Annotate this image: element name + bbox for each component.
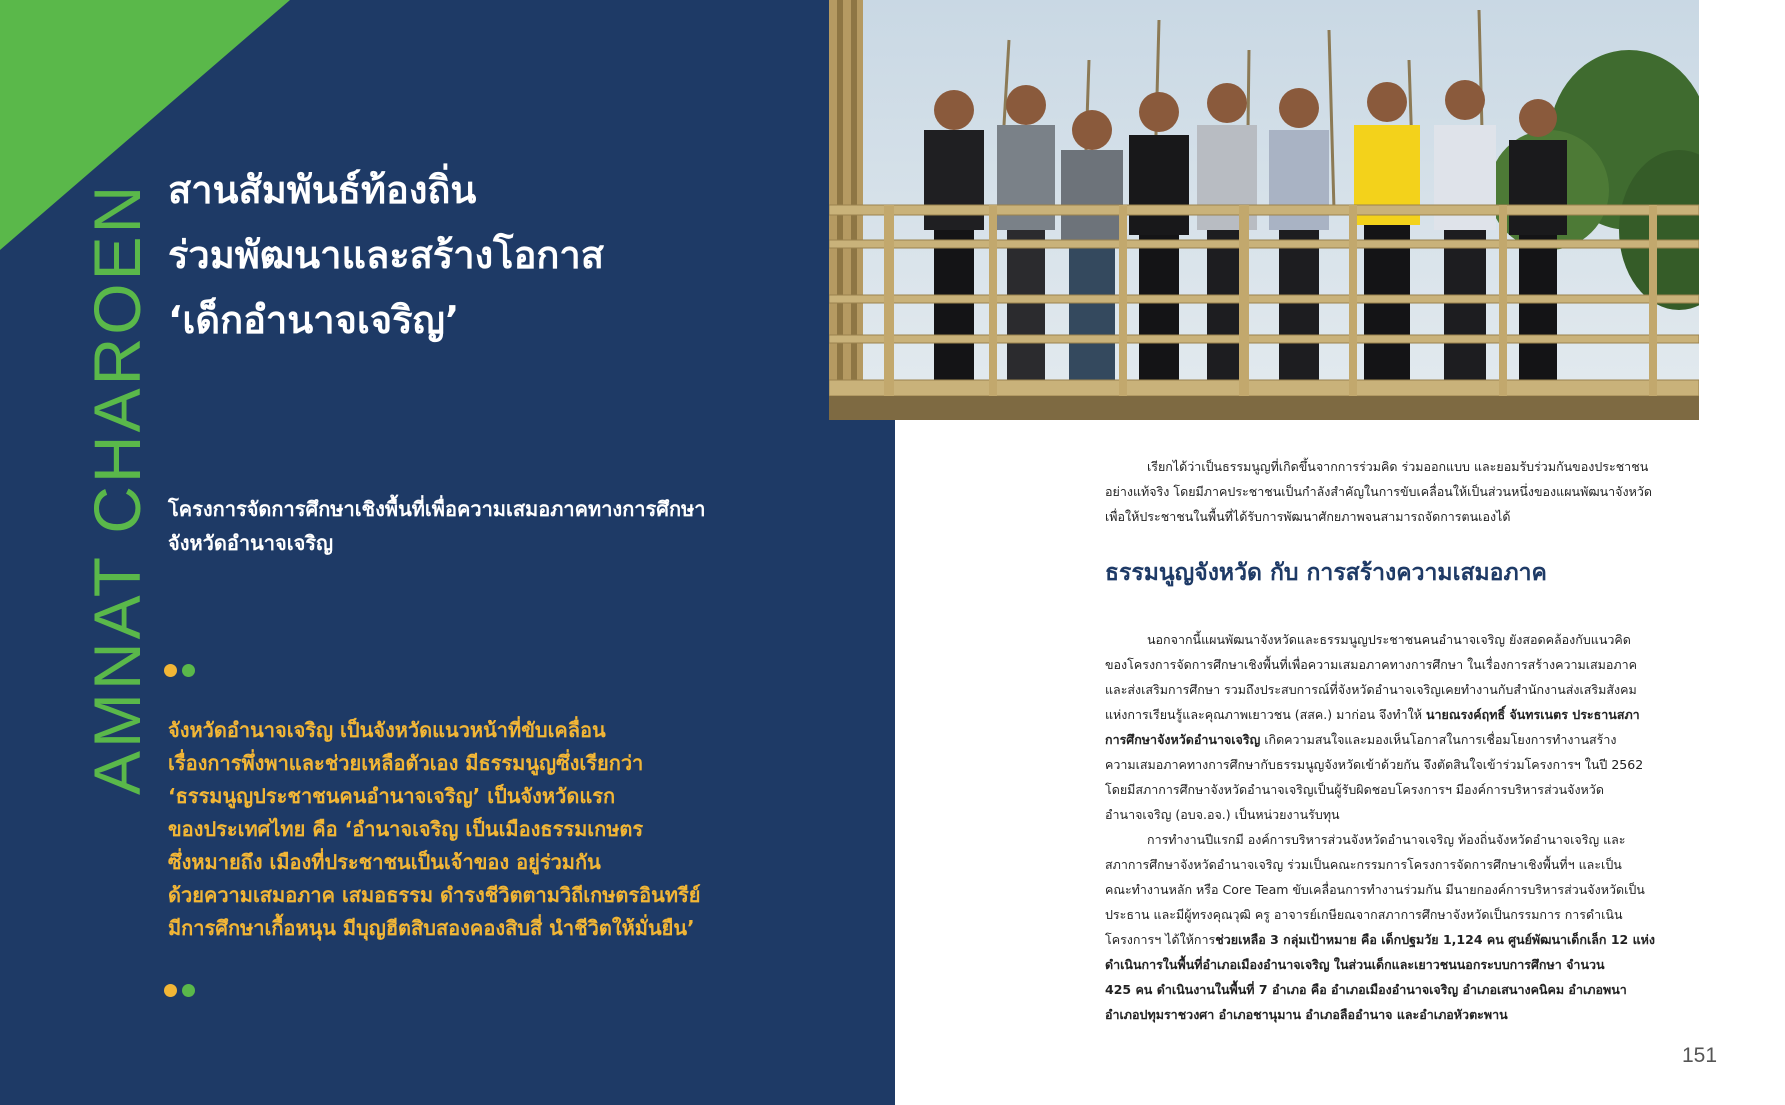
pull-quote <box>168 714 868 945</box>
vertical-province-name: AMNAT CHAROEN <box>80 182 154 795</box>
body-paragraph-1 <box>1105 627 1700 827</box>
text-line: และส่งเสริมการศึกษา รวมถึงประสบการณ์ที่จังหวัดอำนาจเจริญเคยทำงานกับสำนักงานส่งเสริมสังคม <box>1105 682 1637 697</box>
yellow-dot <box>164 984 177 997</box>
green-dot <box>182 664 195 677</box>
bold-title: การศึกษาจังหวัดอำนาจเจริญ <box>1105 732 1261 747</box>
text-line: เพื่อให้ประชาชนในพื้นที่ได้รับการพัฒนาศักยภาพจนสามารถจัดการตนเองได้ <box>1105 509 1511 524</box>
quote-line: เรื่องการพึ่งพาและช่วยเหลือตัวเอง มีธรรมนูญซึ่งเรียกว่า <box>168 751 644 775</box>
article-body <box>1105 454 1700 1027</box>
intro-paragraph <box>1105 454 1700 529</box>
group-photo-illustration <box>829 0 1699 420</box>
text-line: 425 คน ดำเนินงานในพื้นที่ 7 อำเภอ คือ อำเภอเมืองอำนาจเจริญ อำเภอเสนางคนิคม อำเภอพนา <box>1105 982 1627 997</box>
quote-line: จังหวัดอำนาจเจริญ เป็นจังหวัดแนวหน้าที่ขับเคลื่อน <box>168 718 606 742</box>
body-paragraph-2 <box>1105 827 1700 1027</box>
green-dot <box>182 984 195 997</box>
title-line: ‘เด็กอำนาจเจริญ’ <box>168 298 460 342</box>
quote-line: ซึ่งหมายถึง เมืองที่ประชาชนเป็นเจ้าของ อยู่ร่วมกัน <box>168 850 601 874</box>
text-line: นอกจากนี้แผนพัฒนาจังหวัดและธรรมนูญประชาชนคนอำนาจเจริญ ยังสอดคล้องกับแนวคิด <box>1147 632 1631 647</box>
main-title <box>168 158 808 353</box>
text-line: อำเภอปทุมราชวงศา อำเภอชานุมาน อำเภอลืออำนาจ และอำเภอหัวตะพาน <box>1105 1007 1508 1022</box>
text-line: การทำงานปีแรกมี องค์การบริหารส่วนจังหวัดอำนาจเจริญ ท้องถิ่นจังหวัดอำนาจเจริญ และ <box>1147 832 1626 847</box>
title-line: ร่วมพัฒนาและสร้างโอกาส <box>168 233 604 277</box>
quote-line: ของประเทศไทย คือ ‘อำนาจเจริญ เป็นเมืองธรรมเกษตร <box>168 817 644 841</box>
quote-close-dots <box>164 984 204 998</box>
text-line: ความเสมอภาคทางการศึกษากับธรรมนูญจังหวัดเข้าด้วยกัน จึงตัดสินใจเข้าร่วมโครงการฯ ในปี 2562 <box>1105 757 1644 772</box>
bold-run: ช่วยเหลือ 3 กลุ่มเป้าหมาย คือ เด็กปฐมวัย 1,124 คน ศูนย์พัฒนาเด็กเล็ก 12 แห่ง <box>1215 932 1655 947</box>
project-subtitle <box>168 492 768 560</box>
text-line: ของโครงการจัดการศึกษาเชิงพื้นที่เพื่อความเสมอภาคทางการศึกษา ในเรื่องการสร้างความเสมอภาค <box>1105 657 1637 672</box>
bold-name: นายณรงค์ฤทธิ์ จันทรเนตร ประธานสภา <box>1425 707 1640 722</box>
text-line: สภาการศึกษาจังหวัดอำนาจเจริญ ร่วมเป็นคณะกรรมการโครงการจัดการศึกษาเชิงพื้นที่ฯ และเป็น <box>1105 857 1622 872</box>
subtitle-line: จังหวัดอำนาจเจริญ <box>168 531 334 555</box>
subtitle-line: โครงการจัดการศึกษาเชิงพื้นที่เพื่อความเสมอภาคทางการศึกษา <box>168 497 706 521</box>
text-line: อย่างแท้จริง โดยมีภาคประชาชนเป็นกำลังสำคัญในการขับเคลื่อนให้เป็นส่วนหนึ่งของแผนพัฒนาจังหวัด <box>1105 484 1652 499</box>
yellow-dot <box>164 664 177 677</box>
text-run: เกิดความสนใจและมองเห็นโอกาสในการเชื่อมโยงการทำงานสร้าง <box>1260 732 1617 747</box>
text-line: ประธาน และมีผู้ทรงคุณวุฒิ ครู อาจารย์เกษียณจากสภาการศึกษาจังหวัดเป็นกรรมการ การดำเนิน <box>1105 907 1623 922</box>
title-line: สานสัมพันธ์ท้องถิ่น <box>168 168 477 212</box>
text-line <box>1105 702 1700 727</box>
quote-line: มีการศึกษาเกื้อหนุน มีบุญฮีตสิบสองคองสิบสี่ นำชีวิตให้มั่นยืน’ <box>168 916 695 940</box>
text-line <box>1105 927 1700 952</box>
text-line: อำนาจเจริญ (อบจ.อจ.) เป็นหน่วยงานรับทุน <box>1105 807 1340 822</box>
text-line <box>1105 727 1700 752</box>
text-line: เรียกได้ว่าเป็นธรรมนูญที่เกิดขึ้นจากการร่วมคิด ร่วมออกแบบ และยอมรับร่วมกันของประชาชน <box>1147 459 1649 474</box>
quote-line: ด้วยความเสมอภาค เสมอธรรม ดำรงชีวิตตามวิถีเกษตรอินทรีย์ <box>168 883 701 907</box>
text-line: โดยมีสภาการศึกษาจังหวัดอำนาจเจริญเป็นผู้รับผิดชอบโครงการฯ มีองค์การบริหารส่วนจังหวัด <box>1105 782 1604 797</box>
group-photo <box>829 0 1699 420</box>
section-heading: ธรรมนูญจังหวัด กับ การสร้างความเสมอภาค <box>1105 560 1547 586</box>
quote-open-dots <box>164 664 204 678</box>
text-run: โครงการฯ ได้ให้การ <box>1105 932 1216 947</box>
text-run: แห่งการเรียนรู้และคุณภาพเยาวชน (สสค.) มาก่อน จึงทำให้ <box>1105 707 1426 722</box>
page-number: 151 <box>1682 1044 1718 1067</box>
quote-line: ‘ธรรมนูญประชาชนคนอำนาจเจริญ’ เป็นจังหวัดแรก <box>168 784 616 808</box>
text-line: คณะทำงานหลัก หรือ Core Team ขับเคลื่อนการทำงานร่วมกัน มีนายกองค์การบริหารส่วนจังหวัดเป็น <box>1105 882 1645 897</box>
text-line: ดำเนินการในพื้นที่อำเภอเมืองอำนาจเจริญ ในส่วนเด็กและเยาวชนนอกระบบการศึกษา จำนวน <box>1105 957 1605 972</box>
